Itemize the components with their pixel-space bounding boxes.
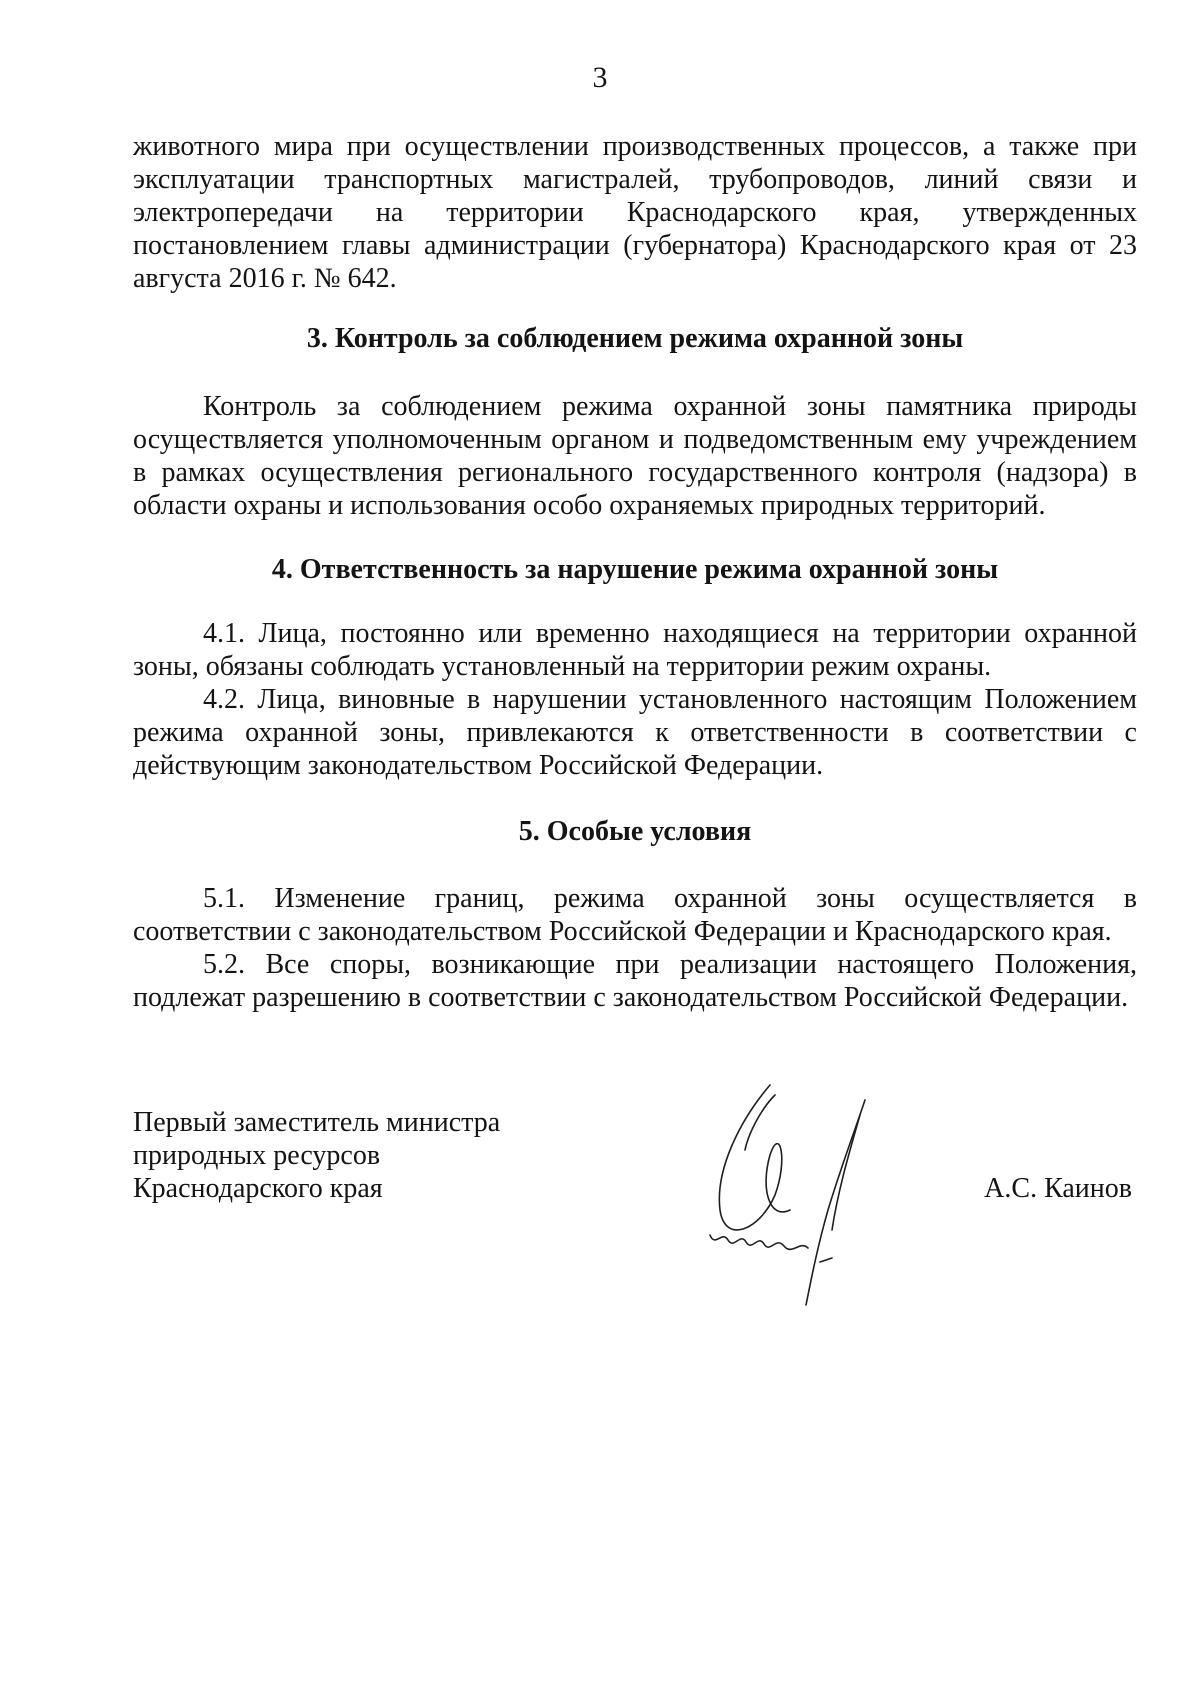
handwritten-signature (700, 1080, 900, 1310)
signer-title (133, 1106, 553, 1205)
page-number: 3 (592, 61, 608, 94)
section-5-2-paragraph: 5.2. Все споры, возникающие при реализации настоящего Положения, подлежат разрешению в соответствии с законодательством Российской Федерации. (133, 949, 1137, 1013)
section-3-heading: 3. Контроль за соблюдением режима охранной зоны (306, 323, 964, 354)
signature-stroke-loop (719, 1085, 790, 1230)
signer-title-line-1: Первый заместитель министра (133, 1107, 501, 1138)
signature-stroke-wave (710, 1235, 808, 1249)
intro-paragraph: животного мира при осуществлении производственных процессов, а также при эксплуатации транспортных магистралей, трубопроводов, линий связи и электропередачи на территории Краснодарского края, утвержденных постановлением главы администрации (губернатора) Краснодарского края от 23 августа 2016 г. № 642. (133, 131, 1137, 294)
section-4-1-paragraph: 4.1. Лица, постоянно или временно находящиеся на территории охранной зоны, обязаны соблюдать установленный на территории режим охраны. (133, 618, 1137, 682)
signature-stroke-accent (745, 1095, 775, 1150)
signer-name: А.С. Каинов (984, 1173, 1132, 1204)
section-5-1-paragraph: 5.1. Изменение границ, режима охранной зоны осуществляется в соответствии с законодательством Российской Федерации и Краснодарского края. (133, 883, 1137, 947)
section-3-paragraph: Контроль за соблюдением режима охранной зоны памятника природы осуществляется уполномоченным органом и подведомственным ему учреждением в рамках осуществления регионального государственного контроля (надзора) в области охраны и использования особо охраняемых природных территорий. (133, 391, 1137, 521)
section-4-2-paragraph: 4.2. Лица, виновные в нарушении установленного настоящим Положением режима охранной зоны, привлекаются к ответственности в соответствии с действующим законодательством Российской Федерации. (133, 684, 1137, 781)
signer-title-line-2: природных ресурсов (133, 1140, 381, 1171)
section-4-heading: 4. Ответственность за нарушение режима охранной зоны (271, 554, 999, 585)
section-5-heading: 5. Особые условия (518, 816, 752, 847)
signature-stroke-dash (820, 1258, 832, 1262)
signature-stroke-parallel (832, 1115, 860, 1230)
signer-title-line-3: Краснодарского края (133, 1173, 383, 1204)
